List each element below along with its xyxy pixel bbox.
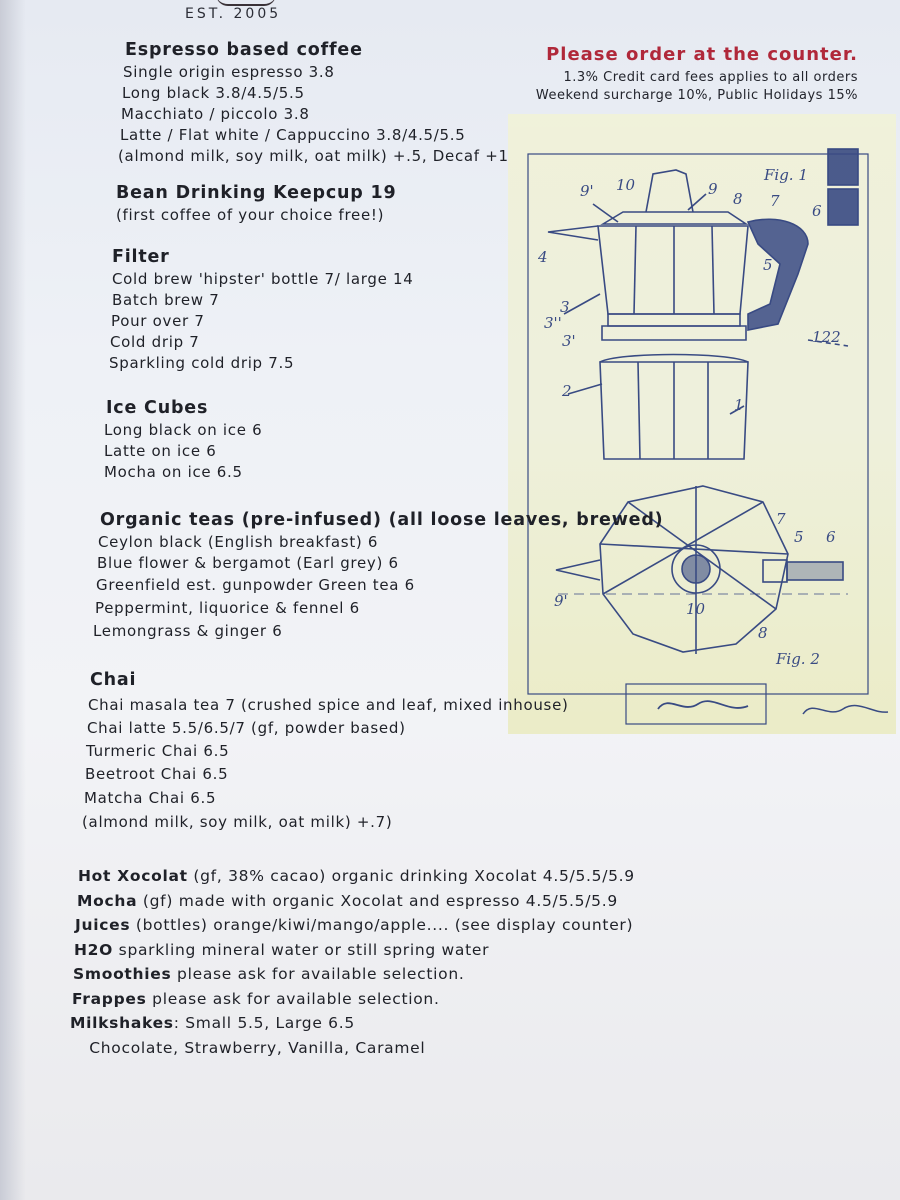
menu-item: Sparkling cold drip 7.5 xyxy=(109,354,295,372)
menu-item: Chai masala tea 7 (crushed spice and leaf, mixed inhouse) xyxy=(88,696,569,714)
menu-item: Macchiato / piccolo 3.8 xyxy=(121,105,310,123)
menu-item: Mocha on ice 6.5 xyxy=(104,463,243,481)
part-number: 1 xyxy=(734,396,744,414)
extra-item xyxy=(78,1036,635,1061)
extra-item xyxy=(77,889,635,914)
menu-item: Blue flower & bergamot (Earl grey) 6 xyxy=(97,554,399,572)
extra-item-desc: (gf) made with organic Xocolat and espresso 4.5/5.5/5.9 xyxy=(137,891,618,910)
menu-item: Turmeric Chai 6.5 xyxy=(86,742,230,760)
menu-section-organic-teas xyxy=(93,510,664,643)
menu-item: Single origin espresso 3.8 xyxy=(123,63,335,81)
menu-item: Pour over 7 xyxy=(111,312,205,330)
section-title: Ice Cubes xyxy=(106,398,209,418)
menu-item: Cold brew 'hipster' bottle 7/ large 14 xyxy=(112,270,414,288)
extra-item xyxy=(78,864,635,889)
section-title: Chai xyxy=(90,670,137,690)
extra-item xyxy=(75,913,635,938)
menu-section-filter xyxy=(109,247,414,374)
menu-item: Matcha Chai 6.5 xyxy=(84,789,217,807)
extra-item xyxy=(72,987,635,1012)
section-title: Filter xyxy=(112,247,170,267)
part-number: 6 xyxy=(812,202,822,220)
menu-item: Ceylon black (English breakfast) 6 xyxy=(98,533,379,551)
extra-item-name: Frappes xyxy=(72,989,147,1008)
part-number: 3 xyxy=(560,298,570,316)
part-number: 10 xyxy=(616,176,636,194)
menu-item: Latte on ice 6 xyxy=(104,442,217,460)
menu-item: Cold drip 7 xyxy=(110,333,200,351)
menu-item: Long black 3.8/4.5/5.5 xyxy=(122,84,305,102)
menu-item: Chai latte 5.5/6.5/7 (gf, powder based) xyxy=(87,719,406,737)
side-number: 122 xyxy=(812,328,841,346)
menu-extras xyxy=(72,864,635,1060)
menu-section-keepcup xyxy=(116,183,396,226)
part-number: 7 xyxy=(770,192,780,210)
part-number: 4 xyxy=(538,248,548,266)
extra-item-name: Mocha xyxy=(77,891,138,910)
extra-item-name: Smoothies xyxy=(73,965,172,983)
extra-item-name: Juices xyxy=(75,916,131,934)
extra-item-desc: please ask for available selection. xyxy=(171,965,465,983)
menu-section-ice-cubes xyxy=(104,398,262,483)
part-number: 6 xyxy=(826,528,836,546)
part-number: 8 xyxy=(733,190,743,208)
part-number: 5 xyxy=(763,256,773,274)
menu-item: Long black on ice 6 xyxy=(104,421,263,439)
menu-item: Lemongrass & ginger 6 xyxy=(93,622,283,640)
extra-item xyxy=(70,1011,635,1036)
menu-item: (almond milk, soy milk, oat milk) +.5, Decaf +1 xyxy=(118,147,509,165)
menu-item: Batch brew 7 xyxy=(112,291,220,309)
part-number: 7 xyxy=(776,510,786,528)
menu-item: Peppermint, liquorice & fennel 6 xyxy=(95,599,360,617)
menu-item: Greenfield est. gunpowder Green tea 6 xyxy=(96,576,415,594)
menu-item: Beetroot Chai 6.5 xyxy=(85,765,229,783)
part-number: 3'' xyxy=(544,314,562,332)
menu-item: (almond milk, soy milk, oat milk) +.7) xyxy=(82,813,393,831)
part-number: 9' xyxy=(580,182,594,200)
notice-title: Please order at the counter. xyxy=(546,44,858,65)
part-number: 3' xyxy=(562,332,576,350)
part-number: 5 xyxy=(794,528,804,546)
extra-item-desc: please ask for available selection. xyxy=(146,989,440,1008)
extra-item-desc: (bottles) orange/kiwi/mango/apple.... (see display counter) xyxy=(130,916,634,934)
order-notice xyxy=(536,44,858,105)
section-title: Organic teas (pre-infused) (all loose leaves, brewed) xyxy=(100,510,664,530)
extra-item xyxy=(74,938,635,963)
extra-item-name: H2O xyxy=(74,940,114,959)
extra-item-desc: (gf, 38% cacao) organic drinking Xocolat 4.5/5.5/5.9 xyxy=(187,867,635,885)
extra-item-name: Milkshakes xyxy=(70,1014,174,1032)
menu-section-espresso xyxy=(120,40,509,167)
extra-item-desc: Chocolate, Strawberry, Vanilla, Caramel xyxy=(78,1038,426,1057)
section-title: Bean Drinking Keepcup 19 xyxy=(116,183,397,203)
menu-item: Latte / Flat white / Cappuccino 3.8/4.5/5.5 xyxy=(120,126,466,144)
extra-item-desc: sparkling mineral water or still spring water xyxy=(113,940,490,959)
fig2-label: Fig. 2 xyxy=(776,650,820,668)
notice-line: 1.3% Credit card fees applies to all orders xyxy=(563,70,858,85)
part-number: 9' xyxy=(554,592,568,610)
notice-line: Weekend surcharge 10%, Public Holidays 15% xyxy=(535,88,858,103)
section-title: Espresso based coffee xyxy=(125,40,363,60)
extra-item xyxy=(73,962,635,987)
fig1-label: Fig. 1 xyxy=(764,166,808,184)
menu-section-chai xyxy=(82,670,569,834)
extra-item-name: Hot Xocolat xyxy=(78,867,188,885)
extra-item-desc: : Small 5.5, Large 6.5 xyxy=(173,1014,355,1032)
part-number: 10 xyxy=(686,600,706,618)
part-number: 2 xyxy=(562,382,572,400)
established-label: EST. 2005 xyxy=(185,6,282,22)
page-edge-shadow xyxy=(0,0,26,1200)
menu-item: (first coffee of your choice free!) xyxy=(116,206,385,224)
part-number: 9 xyxy=(708,180,718,198)
part-number: 8 xyxy=(758,624,768,642)
